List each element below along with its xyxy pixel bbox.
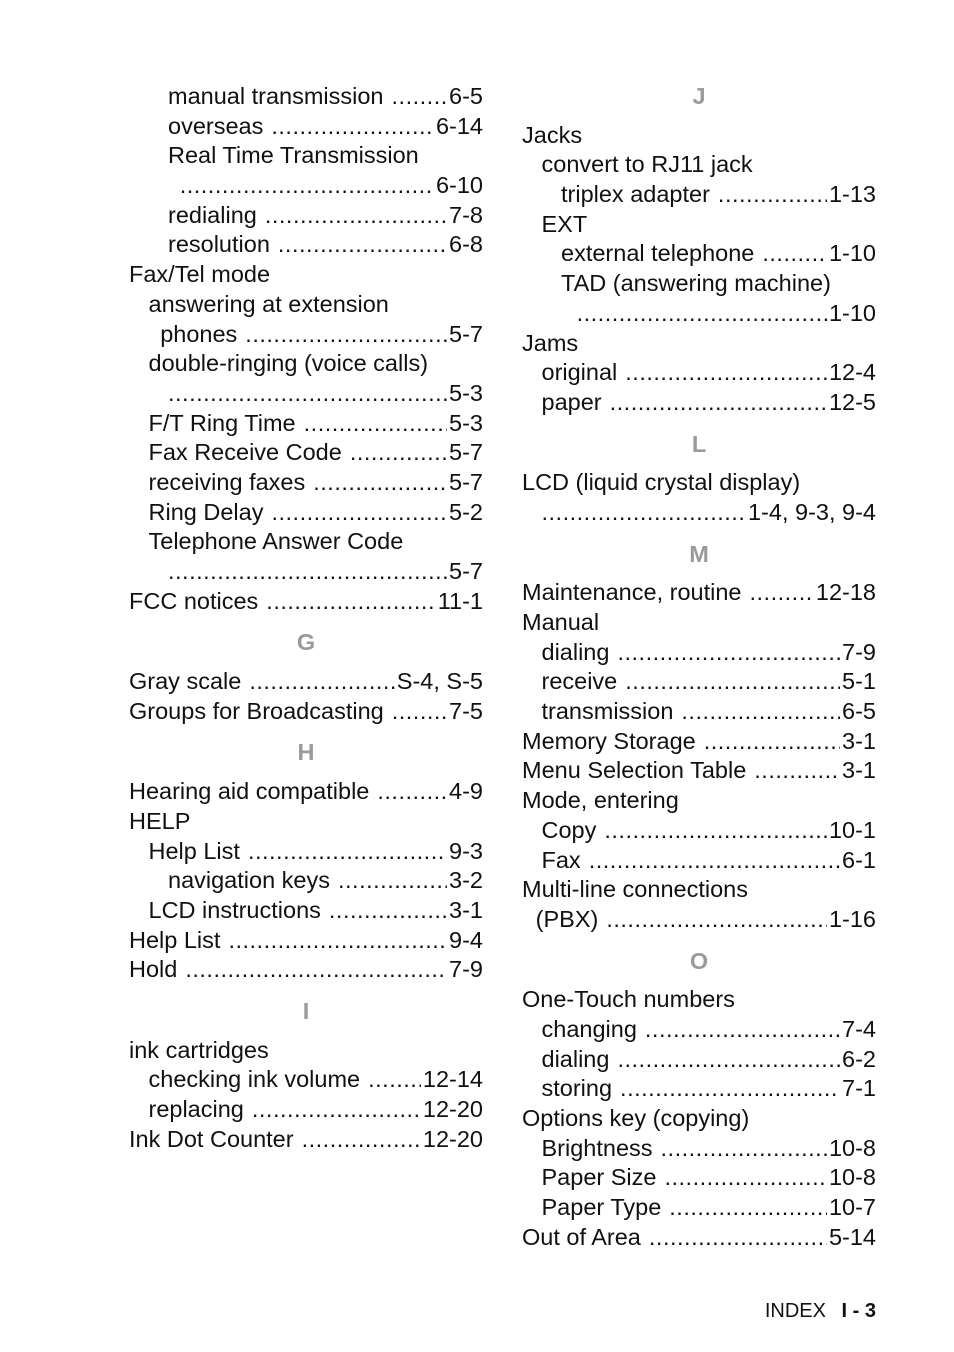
index-entry-text: dialing bbox=[541, 1045, 610, 1072]
page-footer bbox=[765, 1300, 876, 1323]
index-entry bbox=[129, 557, 483, 587]
index-entry-page: 4-9 bbox=[449, 778, 483, 805]
index-entry-text: phones bbox=[160, 320, 238, 347]
index-entry bbox=[129, 807, 483, 837]
dot-leader bbox=[228, 926, 447, 956]
index-entry bbox=[522, 358, 876, 388]
index-letter-heading: H bbox=[297, 739, 315, 766]
index-entry-page: 6-5 bbox=[449, 83, 483, 109]
index-entry bbox=[129, 1036, 483, 1066]
dot-leader bbox=[754, 756, 840, 786]
index-entry-page: 12-20 bbox=[422, 1096, 483, 1122]
dot-leader bbox=[266, 587, 435, 617]
index-entry bbox=[522, 239, 876, 269]
dot-leader bbox=[338, 866, 447, 896]
index-entry-page: S-4, S-5 bbox=[396, 668, 483, 695]
dot-leader bbox=[265, 201, 447, 231]
index-entry bbox=[129, 112, 483, 142]
dot-leader bbox=[377, 777, 447, 807]
footer-page-number: I - 3 bbox=[841, 1300, 876, 1322]
index-entry-text: Jacks bbox=[522, 121, 583, 148]
index-entry bbox=[522, 1074, 876, 1104]
index-entry-text: paper bbox=[541, 388, 602, 415]
index-entry-text: Paper Size bbox=[541, 1164, 657, 1191]
index-entry-text: Maintenance, routine bbox=[522, 579, 742, 606]
index-entry bbox=[522, 121, 876, 151]
index-entry bbox=[129, 498, 483, 528]
index-entry bbox=[129, 379, 483, 409]
index-entry-page: 10-1 bbox=[828, 816, 876, 843]
index-entry-page: 6-10 bbox=[435, 172, 483, 199]
index-entry-text: Paper Type bbox=[541, 1194, 662, 1221]
dot-leader bbox=[610, 388, 827, 418]
index-letter-heading: O bbox=[689, 947, 709, 974]
dot-leader bbox=[606, 905, 827, 935]
index-entry-text: Help List bbox=[129, 926, 221, 953]
index-entry bbox=[129, 1095, 483, 1125]
index-entry-text: Mode, entering bbox=[522, 787, 679, 814]
index-entry bbox=[129, 230, 483, 260]
index-entry bbox=[129, 260, 483, 290]
index-entry-page: 5-7 bbox=[449, 558, 483, 584]
index-entry-text: changing bbox=[541, 1015, 637, 1042]
dot-leader bbox=[625, 667, 840, 697]
dot-leader bbox=[368, 1065, 421, 1095]
index-entry bbox=[522, 578, 876, 608]
index-entry-text: double-ringing (voice calls) bbox=[148, 350, 429, 377]
dot-leader bbox=[304, 409, 447, 439]
index-entry bbox=[129, 955, 483, 985]
index-entry-page: 10-8 bbox=[828, 1164, 876, 1191]
index-entry bbox=[129, 171, 483, 201]
index-entry bbox=[522, 905, 876, 935]
index-entry-page: 6-2 bbox=[842, 1045, 876, 1072]
index-entry bbox=[129, 926, 483, 956]
index-entry-page: 6-5 bbox=[842, 698, 876, 725]
index-entry-page: 7-5 bbox=[449, 697, 483, 724]
dot-leader bbox=[577, 299, 827, 329]
index-entry bbox=[522, 638, 876, 668]
index-entry bbox=[522, 697, 876, 727]
index-entry-text: FCC notices bbox=[129, 587, 259, 614]
index-entry bbox=[129, 141, 483, 171]
index-entry-page: 12-5 bbox=[828, 388, 876, 415]
index-entry-page: 1-4, 9-3, 9-4 bbox=[747, 498, 876, 525]
index-entry-text: Menu Selection Table bbox=[522, 757, 747, 784]
dot-leader bbox=[350, 438, 447, 468]
index-entry-text: F/T Ring Time bbox=[148, 409, 296, 436]
index-entry-page: 11-1 bbox=[437, 587, 483, 614]
dot-leader bbox=[645, 1015, 840, 1045]
dot-leader bbox=[313, 468, 447, 498]
index-entry-page: 5-14 bbox=[828, 1223, 876, 1250]
index-entry bbox=[129, 697, 483, 727]
index-entry bbox=[129, 82, 483, 112]
index-entry-page: 1-16 bbox=[828, 905, 876, 932]
index-entry-page: 6-14 bbox=[435, 112, 483, 139]
index-entry-text: EXT bbox=[541, 210, 588, 237]
index-entry-text: Groups for Broadcasting bbox=[129, 697, 384, 724]
index-entry bbox=[522, 269, 876, 299]
index-entry bbox=[129, 896, 483, 926]
index-entry-text: Fax/Tel mode bbox=[129, 261, 271, 288]
index-entry bbox=[129, 587, 483, 617]
index-entry-page: 5-7 bbox=[449, 468, 483, 495]
dot-leader bbox=[168, 379, 447, 409]
index-entry-page: 12-20 bbox=[422, 1125, 483, 1152]
index-entry bbox=[129, 667, 483, 697]
index-entry-page: 5-3 bbox=[449, 409, 483, 436]
index-entry-text: dialing bbox=[541, 638, 610, 665]
index-entry bbox=[522, 985, 876, 1015]
index-entry-text: (PBX) bbox=[535, 905, 599, 932]
index-entry-text: TAD (answering machine) bbox=[561, 270, 831, 297]
dot-leader bbox=[762, 239, 827, 269]
index-entry bbox=[129, 1065, 483, 1095]
index-entry-text: LCD (liquid crystal display) bbox=[522, 469, 801, 496]
dot-leader bbox=[625, 358, 827, 388]
index-entry-text: Manual bbox=[522, 609, 600, 635]
dot-leader bbox=[664, 1163, 827, 1193]
dot-leader bbox=[248, 837, 447, 867]
index-letter-heading: L bbox=[691, 430, 707, 457]
dot-leader bbox=[271, 112, 434, 142]
index-entry-page: 1-10 bbox=[828, 240, 876, 267]
dot-leader bbox=[604, 816, 827, 846]
index-entry bbox=[129, 349, 483, 379]
index-entry-page: 9-4 bbox=[449, 926, 483, 953]
index-entry bbox=[522, 875, 876, 905]
index-entry bbox=[522, 727, 876, 757]
index-entry bbox=[522, 210, 876, 240]
index-entry bbox=[522, 846, 876, 876]
dot-leader bbox=[180, 171, 434, 201]
dot-leader bbox=[392, 82, 448, 112]
index-entry-text: external telephone bbox=[561, 240, 755, 267]
index-entry bbox=[522, 667, 876, 697]
footer-label: INDEX bbox=[764, 1300, 826, 1322]
index-entry-text: checking ink volume bbox=[148, 1066, 361, 1093]
index-entry-text: navigation keys bbox=[168, 867, 330, 894]
index-entry-text: LCD instructions bbox=[148, 896, 321, 923]
index-entry bbox=[522, 1193, 876, 1223]
index-entry-page: 5-2 bbox=[449, 498, 483, 525]
index-entry bbox=[522, 388, 876, 418]
index-entry bbox=[129, 837, 483, 867]
index-entry-text: receive bbox=[541, 668, 618, 695]
index-entry bbox=[522, 329, 876, 359]
index-entry bbox=[129, 777, 483, 807]
index-entry-text: HELP bbox=[129, 807, 191, 834]
index-entry-page: 9-3 bbox=[449, 837, 483, 864]
index-entry-page: 12-18 bbox=[815, 579, 876, 606]
index-entry-text: convert to RJ11 jack bbox=[541, 151, 753, 178]
dot-leader bbox=[649, 1223, 827, 1253]
dot-leader bbox=[617, 638, 840, 668]
index-entry-page: 5-7 bbox=[449, 320, 483, 347]
dot-leader bbox=[271, 498, 447, 528]
index-entry-text: ink cartridges bbox=[129, 1036, 269, 1063]
index-entry-text: answering at extension bbox=[148, 290, 389, 317]
index-entry-text: One-Touch numbers bbox=[522, 986, 735, 1013]
index-entry bbox=[522, 608, 876, 638]
index-entry bbox=[522, 1045, 876, 1075]
dot-leader bbox=[542, 498, 746, 528]
dot-leader bbox=[278, 230, 447, 260]
dot-leader bbox=[249, 667, 394, 697]
index-entry bbox=[129, 438, 483, 468]
index-entry bbox=[129, 290, 483, 320]
index-entry bbox=[129, 468, 483, 498]
index-entry bbox=[522, 468, 876, 498]
index-entry bbox=[129, 320, 483, 350]
index-letter-heading: M bbox=[689, 540, 709, 567]
index-entry-text: Ink Dot Counter bbox=[129, 1125, 294, 1152]
dot-leader bbox=[329, 896, 447, 926]
index-entry bbox=[522, 786, 876, 816]
dot-leader bbox=[589, 846, 840, 876]
dot-leader bbox=[168, 557, 447, 587]
index-entry-text: redialing bbox=[168, 201, 257, 228]
index-entry-page: 5-3 bbox=[449, 379, 483, 406]
index-entry-text: overseas bbox=[168, 112, 264, 139]
index-entry-text: Brightness bbox=[541, 1134, 653, 1161]
index-entry-page: 10-8 bbox=[828, 1134, 876, 1161]
dot-leader bbox=[245, 320, 447, 350]
dot-leader bbox=[302, 1125, 421, 1155]
index-entry-text: Real Time Transmission bbox=[168, 142, 419, 169]
index-entry-page: 7-9 bbox=[842, 638, 876, 665]
index-entry-text: Hearing aid compatible bbox=[129, 778, 370, 805]
dot-leader bbox=[718, 180, 827, 210]
index-entry-page: 7-9 bbox=[449, 956, 483, 983]
index-letter-heading: G bbox=[296, 629, 316, 656]
index-entry bbox=[522, 1015, 876, 1045]
dot-leader bbox=[669, 1193, 827, 1223]
index-entry bbox=[522, 816, 876, 846]
index-entry-text: Fax Receive Code bbox=[148, 439, 342, 466]
index-entry-page: 7-4 bbox=[842, 1015, 876, 1042]
index-entry-page: 10-7 bbox=[828, 1194, 876, 1221]
index-entry-text: Options key (copying) bbox=[522, 1105, 750, 1131]
index-entry bbox=[522, 1134, 876, 1164]
index-entry bbox=[522, 150, 876, 180]
index-entry-text: manual transmission bbox=[168, 83, 384, 109]
index-entry-text: original bbox=[541, 359, 618, 386]
index-entry bbox=[522, 180, 876, 210]
index-entry-page: 3-1 bbox=[842, 727, 876, 754]
index-entry bbox=[129, 527, 483, 557]
index-entry-text: Help List bbox=[148, 837, 240, 864]
index-entry-text: Copy bbox=[541, 816, 597, 843]
dot-leader bbox=[681, 697, 840, 727]
index-entry-text: Jams bbox=[522, 329, 579, 356]
index-letter-heading: I bbox=[302, 997, 310, 1024]
index-entry-text: storing bbox=[541, 1075, 613, 1102]
index-entry-text: Fax bbox=[541, 846, 581, 873]
index-entry-page: 3-1 bbox=[842, 757, 876, 784]
index-entry bbox=[129, 866, 483, 896]
index-entry bbox=[522, 1163, 876, 1193]
index-entry-text: triplex adapter bbox=[561, 181, 710, 208]
index-entry-page: 7-8 bbox=[449, 201, 483, 228]
index-entry-text: Ring Delay bbox=[148, 498, 264, 525]
index-entry bbox=[522, 299, 876, 329]
dot-leader bbox=[704, 727, 840, 757]
index-entry-text: replacing bbox=[148, 1096, 244, 1122]
index-entry bbox=[522, 498, 876, 528]
index-entry-page: 6-8 bbox=[449, 231, 483, 258]
index-entry-page: 6-1 bbox=[842, 846, 876, 873]
index-entry-text: Gray scale bbox=[129, 668, 242, 695]
index-entry bbox=[522, 1104, 876, 1134]
dot-leader bbox=[749, 578, 813, 608]
index-entry-page: 5-7 bbox=[449, 439, 483, 466]
index-column-left bbox=[129, 82, 483, 1154]
dot-leader bbox=[661, 1134, 827, 1164]
index-entry-page: 3-1 bbox=[449, 896, 483, 923]
index-entry-text: transmission bbox=[541, 698, 674, 725]
index-entry bbox=[522, 1223, 876, 1253]
index-entry-page: 1-10 bbox=[828, 299, 876, 326]
index-entry-page: 12-4 bbox=[828, 359, 876, 386]
dot-leader bbox=[252, 1095, 421, 1125]
dot-leader bbox=[620, 1074, 840, 1104]
index-entry bbox=[129, 201, 483, 231]
index-entry bbox=[129, 1125, 483, 1155]
index-entry-text: Out of Area bbox=[522, 1223, 641, 1250]
index-entry-text: Hold bbox=[129, 956, 178, 983]
index-entry-page: 12-14 bbox=[422, 1066, 483, 1093]
dot-leader bbox=[185, 955, 447, 985]
dot-leader bbox=[617, 1045, 840, 1075]
index-letter-heading: J bbox=[692, 83, 706, 109]
index-entry-page: 3-2 bbox=[449, 867, 483, 894]
index-column-right bbox=[522, 82, 876, 1252]
index-entry-page: 5-1 bbox=[842, 668, 876, 695]
index-entry-text: resolution bbox=[168, 231, 270, 258]
index-entry-text: receiving faxes bbox=[148, 468, 306, 495]
index-entry-page: 7-1 bbox=[842, 1075, 876, 1102]
index-entry bbox=[129, 409, 483, 439]
index-entry-text: Multi-line connections bbox=[522, 876, 748, 903]
index-entry-text: Memory Storage bbox=[522, 727, 696, 754]
dot-leader bbox=[392, 697, 447, 727]
index-entry-text: Telephone Answer Code bbox=[148, 528, 404, 555]
index-entry bbox=[522, 756, 876, 786]
index-entry-page: 1-13 bbox=[828, 181, 876, 208]
